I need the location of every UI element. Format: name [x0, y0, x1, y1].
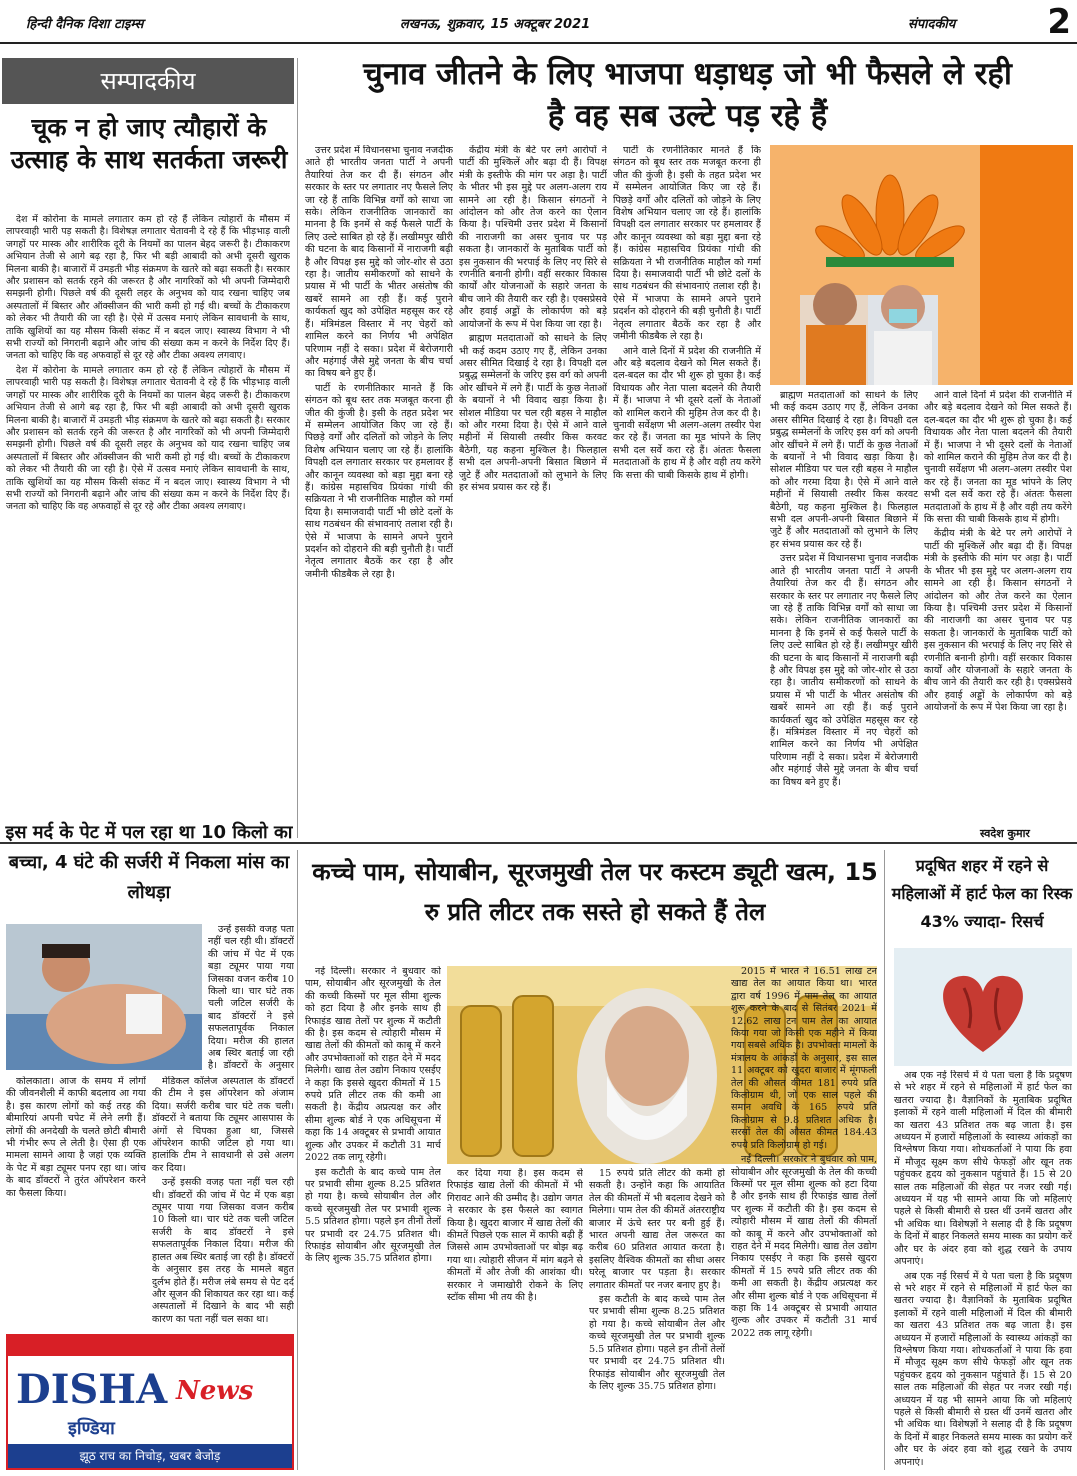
heart-body-text-cont: अब एक नई रिसर्च में ये पता चला है कि प्रदूषण से भरे शहर में रहने से महिलाओं में हार्ट फेल का खतरा ज्यादा है। वैज्ञानिकों के मुताबिक प्रदूषित इलाकों में रहने वाली महिलाओं में दिल की बीमारी का खतरा 43 प्रतिशत तक बढ़ जाता है। इस अध्ययन में हजारों महिलाओं के स्वास्थ्य आंकड़ों का विश्लेषण किया गया। शोधकर्ताओं ने पाया कि हवा में मौजूद सूक्ष्म कण सीधे फेफड़ों और खून तक पहुंचकर हृदय को नुकसान पहुंचाते हैं। 15 से 20 साल तक महिलाओं की सेहत पर नजर रखी गई। अध्ययन में यह भी सामने आया कि जो महिलाएं पहले से किसी बीमारी से ग्रस्त थीं उनमें खतरा और भी अधिक था। विशेषज्ञों ने सलाह दी है कि प्रदूषण के दिनों में बाहर निकलते समय मास्क का प्रयोग करें और घर के अंदर हवा को शुद्ध रखने के उपाय अपनाएं।: [894, 1270, 1072, 1468]
oil-col1: [305, 966, 441, 1470]
oil-col1-text-cont: इस कटौती के बाद कच्चे पाम तेल पर प्रभावी सीमा शुल्क 8.25 प्रतिशत हो गया है। कच्चे सोयाबीन तेल और कच्चे सूरजमुखी तेल पर प्रभावी शुल्क 5.5 प्रतिशत होगा। पहले इन तीनों तेलों पर प्रभावी दर 24.75 प्रतिशत थी। रिफाइंड सोयाबीन और सूरजमुखी तेल के लिए शुल्क 35.75 प्रतिशत होगा।: [305, 1166, 441, 1265]
lead-col3-text-cont: आने वाले दिनों में प्रदेश की राजनीति में और बड़े बदलाव देखने को मिल सकते हैं। दल-बदल का दौर भी शुरू हो चुका है। कई विधायक और नेता पाला बदलने की तैयारी में हैं। भाजपा ने भी दूसरे दलों के नेताओं को शामिल कराने की मुहिम तेज कर दी है। चुनावी सर्वेक्षण भी अलग-अलग तस्वीर पेश कर रहे हैं। जनता का मूड भांपने के लिए सभी दल सर्वे करा रहे हैं। अंततः फैसला मतदाताओं के हाथ में है और वही तय करेंगे कि सत्ता की चाबी किसके हाथ में होगी।: [613, 345, 761, 481]
surgery-col1-text: कोलकाता। आज के समय में लोगों की जीवनशैली में काफी बदलाव आ गया है। इस कारण लोगों को कई तरह की बीमारियां अपनी चपेट में लेने लगी हैं। लोगों की अनदेखी के चलते छोटी बीमारी भी गंभीर रूप ले लेती है। ऐसा ही एक मामला सामने आया है जहां एक व्यक्ति के पेट में बड़ा ट्यूमर पनप रहा था। जांच के बाद डॉक्टरों ने तुरंत ऑपरेशन करने का फैसला किया।: [6, 1076, 146, 1199]
column-rule-right: [884, 850, 885, 1470]
lead-col5-text: आने वाले दिनों में प्रदेश की राजनीति में और बड़े बदलाव देखने को मिल सकते हैं। दल-बदल का दौर भी शुरू हो चुका है। कई विधायक और नेता पाला बदलने की तैयारी में हैं। भाजपा ने भी दूसरे दलों के नेताओं को शामिल कराने की मुहिम तेज कर दी है। चुनावी सर्वेक्षण भी अलग-अलग तस्वीर पेश कर रहे हैं। जनता का मूड भांपने के लिए सभी दल सर्वे करा रहे हैं। अंततः फैसला मतदाताओं के हाथ में है और वही तय करेंगे कि सत्ता की चाबी किसके हाथ में होगी।: [924, 390, 1072, 526]
surgery-body-side: [208, 924, 294, 1072]
lead-column-5: [924, 390, 1072, 828]
lead-byline: स्वदेश कुमार: [980, 827, 1030, 840]
paper-name: हिन्दी दैनिक दिशा टाइम्स: [26, 17, 144, 32]
oil-col2-text: कर दिया गया है। इस कदम से रिफाइंड खाद्य तेलों की कीमतों में भी गिरावट आने की उम्मीद है। उद्योग जगत ने सरकार के इस फैसले का स्वागत किया है। खुदरा बाजार में खाद्य तेलों की कीमतें पिछले एक साल में काफी बढ़ी हैं जिससे आम उपभोक्ताओं पर बोझ बढ़ गया था। त्योहारी सीजन में मांग बढ़ने से कीमतों में और तेजी की आशंका थी। सरकार ने जमाखोरी रोकने के लिए स्टॉक सीमा भी तय की है।: [447, 1168, 583, 1304]
surgery-col2-text-cont: उन्हें इसकी वजह पता नहीं चल रही थी। डॉक्टरों की जांच में पेट में एक बड़ा ट्यूमर पाया गया जिसका वजन करीब 10 किलो था। चार घंटे तक चली जटिल सर्जरी के बाद डॉक्टरों ने इसे सफलतापूर्वक निकाल दिया। मरीज की हालत अब स्थिर बताई जा रही है। डॉक्टरों के अनुसार इस तरह के मामले बहुत दुर्लभ होते हैं। मरीज लंबे समय से पेट दर्द और सूजन की शिकायत कर रहा था। कई अस्पतालों में दिखाने के बाद भी सही कारण का पता नहीं चल सका था।: [152, 1177, 294, 1325]
oil-headline: कच्चे पाम, सोयाबीन, सूरजमुखी तेल पर कस्टम ड्यूटी खत्म, 15 रु प्रति लीटर तक सस्ते हो सकते हैं तेल: [312, 858, 878, 926]
oil-col4-text: 2015 में भारत ने 16.51 लाख टन खाद्य तेल का आयात किया था। भारत द्वारा वर्ष 1996 में पाम तेल का आयात शुरू करने के बाद से सितंबर 2021 में 12.62 लाख टन पाम तेल का आयात किया गया जो किसी एक महीने में किया गया सबसे अधिक है। उपभोक्ता मामलों के मंत्रालय के आंकड़ों के अनुसार, इस साल 11 अक्टूबर को खुदरा बाजार में मूंगफली तेल की औसत कीमत 181 रुपये प्रति किलोग्राम थी, जो एक साल पहले की समान अवधि के 165 रुपये प्रति किलोग्राम से 9.8 प्रतिशत अधिक है। सरसों तेल की औसत कीमत 184.43 रुपये प्रति किलोग्राम हो गई।: [731, 966, 877, 1151]
section-label: संपादकीय: [908, 17, 956, 32]
dateline: लखनऊ, शुक्रवार, 15 अक्टूबर 2021: [400, 17, 591, 32]
lead-headline-line2: है वह सब उल्टे पड़ रहे हैं: [547, 98, 828, 134]
surgery-col2-text: मेडिकल कॉलेज अस्पताल के डॉक्टरों की टीम ने इस ऑपरेशन को अंजाम दिया। सर्जरी करीब चार घंटे तक चली। डॉक्टरों ने बताया कि ट्यूमर आसपास के अंगों से चिपका हुआ था, जिससे ऑपरेशन काफी जटिल हो गया था। हालांकि टीम ने सावधानी से उसे अलग कर दिया।: [152, 1076, 294, 1174]
editorial-body: [6, 214, 290, 820]
oil-col3-text: 15 रुपये प्रति लीटर की कमी हो सकती है। उन्होंने कहा कि आयातित तेल की कीमतों में भी बदलाव देखने को मिलेगा। पाम तेल की कीमतें अंतरराष्ट्रीय बाजार में ऊंचे स्तर पर बनी हुई हैं। भारत अपनी खाद्य तेल जरूरत का करीब 60 प्रतिशत आयात करता है। इसलिए वैश्विक कीमतों का सीधा असर घरेलू बाजार पर पड़ता है। सरकार लगातार कीमतों पर नजर बनाए हुए है।: [589, 1168, 725, 1291]
lead-column-1: [305, 145, 453, 835]
column-rule-bottom: [297, 850, 298, 1470]
surgery-col2: [152, 1076, 294, 1326]
lead-col1-text: उत्तर प्रदेश में विधानसभा चुनाव नजदीक आते ही भारतीय जनता पार्टी ने अपनी तैयारियां तेज कर दी हैं। संगठन और सरकार के स्तर पर लगातार नए फैसले लिए जा रहे हैं ताकि विभिन्न वर्गों को साधा जा सके। लेकिन राजनीतिक जानकारों का मानना है कि इनमें से कई फैसले पार्टी के लिए उल्टे साबित हो रहे हैं। लखीमपुर खीरी की घटना के बाद किसानों में नाराजगी बढ़ी है और विपक्ष इस मुद्दे को जोर-शोर से उठा रहा है। जातीय समीकरणों को साधने के प्रयास में भी पार्टी के भीतर असंतोष की खबरें सामने आ रही हैं। कई पुराने कार्यकर्ता खुद को उपेक्षित महसूस कर रहे हैं। मंत्रिमंडल विस्तार में नए चेहरों को शामिल करने का निर्णय भी अपेक्षित परिणाम नहीं दे सका। प्रदेश में बेरोजगारी और महंगाई जैसे मुद्दे जनता के बीच चर्चा का विषय बने हुए हैं।: [305, 145, 453, 380]
ad-brand-suffix: News: [176, 1376, 254, 1406]
column-rule: [297, 58, 298, 838]
oil-col4: [731, 966, 877, 1470]
disha-news-ad[interactable]: [6, 1334, 294, 1470]
heart-icon: [894, 948, 1072, 1066]
lead-column-2: [459, 145, 607, 835]
lead-col1-text-cont: पार्टी के रणनीतिकार मानते हैं कि संगठन को बूथ स्तर तक मजबूत करना ही जीत की कुंजी है। इसी के तहत प्रदेश भर में सम्मेलन आयोजित किए जा रहे हैं। पिछड़े वर्गों और दलितों को जोड़ने के लिए विशेष अभियान चलाए जा रहे हैं। हालांकि विपक्षी दल लगातार सरकार पर हमलावर हैं और कानून व्यवस्था को बड़ा मुद्दा बना रहे हैं। कांग्रेस महासचिव प्रियंका गांधी की सक्रियता ने भी राजनीतिक माहौल को गर्मा दिया है। समाजवादी पार्टी भी छोटे दलों के साथ गठबंधन की संभावनाएं तलाश रही है। ऐसे में भाजपा के सामने अपने पुराने प्रदर्शन को दोहराने की बड़ी चुनौती है। पार्टी नेतृत्व लगातार बैठकें कर रहा है और जमीनी फीडबैक ले रहा है।: [305, 382, 453, 580]
oil-col2: [447, 1168, 583, 1470]
editorial-paragraph-repeat: देश में कोरोना के मामले लगातार कम हो रहे हैं लेकिन त्योहारों के मौसम में लापरवाही भारी पड़ सकती है। विशेषज्ञ लगातार चेतावनी दे रहे हैं कि भीड़भाड़ वाली जगहों पर मास्क और शारीरिक दूरी के नियमों का पालन बेहद जरूरी है। टीकाकरण अभियान तेजी से आगे बढ़ रहा है, फिर भी बड़ी आबादी को अभी दूसरी खुराक मिलना बाकी है। बाजारों में उमड़ती भीड़ संक्रमण के खतरे को बढ़ा सकती है। सरकार और प्रशासन को सतर्क रहने की जरूरत है और नागरिकों को भी अपनी जिम्मेदारी समझनी होगी। पिछले वर्ष की दूसरी लहर के अनुभव को याद रखना चाहिए जब अस्पतालों में बिस्तर और ऑक्सीजन की भारी कमी हो गई थी। बच्चों के टीकाकरण को लेकर भी तैयारी की जा रही है। ऐसे में उत्सव मनाएं लेकिन सावधानी के साथ, ताकि खुशियों का यह मौसम किसी संकट में न बदल जाए। स्वास्थ्य विभाग ने भी सभी राज्यों को निगरानी बढ़ाने और जांच की संख्या कम न करने के निर्देश दिए हैं। जनता को चाहिए कि वह अफवाहों से दूर रहे और टीका अवश्य लगवाए।: [6, 364, 290, 513]
surgery-headline: इस मर्द के पेट में पल रहा था 10 किलो का बच्चा, 4 घंटे की सर्जरी में निकला मांस का लोथड़ा: [5, 822, 293, 903]
section-badge: सम्पादकीय: [2, 58, 294, 104]
patient-image: [6, 924, 202, 1070]
lead-photo: [770, 145, 1073, 385]
ad-tagline: झूठ राच का निचोड़, खबर बेजोड़: [8, 1444, 292, 1468]
oil-col3: [589, 1168, 725, 1470]
surgery-side-text: उन्हें इसकी वजह पता नहीं चल रही थी। डॉक्टरों की जांच में पेट में एक बड़ा ट्यूमर पाया गया जिसका वजन करीब 10 किलो था। चार घंटे तक चली जटिल सर्जरी के बाद डॉक्टरों ने इसे सफलतापूर्वक निकाल दिया। मरीज की हालत अब स्थिर बताई जा रही है। डॉक्टरों के अनुसार: [208, 924, 294, 1072]
lead-headline-line1: चुनाव जीतने के लिए भाजपा धड़ाधड़ जो भी फैसले ले रही: [363, 56, 1012, 92]
lead-col5-text-cont: केंद्रीय मंत्री के बेटे पर लगे आरोपों ने पार्टी की मुश्किलें और बढ़ा दी हैं। विपक्ष मंत्री के इस्तीफे की मांग पर अड़ा है। पार्टी के भीतर भी इस मुद्दे पर अलग-अलग राय सामने आ रही है। किसान संगठनों ने आंदोलन को और तेज करने का ऐलान किया है। पश्चिमी उत्तर प्रदेश में किसानों की नाराजगी का असर चुनाव पर पड़ सकता है। जानकारों के मुताबिक पार्टी को इस नुकसान की भरपाई के लिए नए सिरे से रणनीति बनानी होगी। वहीं सरकार विकास कार्यों और योजनाओं के सहारे जनता के बीच जाने की तैयारी कर रही है। एक्सप्रेसवे और हवाई अड्डों के लोकार्पण को बड़े आयोजनों के रूप में पेश किया जा रहा है।: [924, 528, 1072, 714]
page-number: 2: [1047, 2, 1071, 42]
surgery-col1: [6, 1076, 146, 1326]
heart-photo: [894, 948, 1072, 1066]
heart-body: [894, 1070, 1072, 1470]
masthead: [0, 0, 1077, 44]
lead-column-3: [613, 145, 761, 835]
oil-col1-text: नई दिल्ली। सरकार ने बुधवार को पाम, सोयाबीन और सूरजमुखी के तेल की कच्ची किस्मों पर मूल सीमा शुल्क को हटा दिया है और इनके साथ ही रिफाइंड खाद्य तेलों पर शुल्क में कटौती की है। इस कदम से त्योहारी मौसम में खाद्य तेलों की कीमतों को काबू में करने और उपभोक्ताओं को राहत देने में मदद मिलेगी। खाद्य तेल उद्योग निकाय एसईए ने कहा कि इससे खुदरा कीमतों में 15 रुपये प्रति लीटर तक की कमी आ सकती है। केंद्रीय अप्रत्यक्ष कर और सीमा शुल्क बोर्ड ने एक अधिसूचना में कहा कि 14 अक्टूबर से प्रभावी आयात शुल्क और उपकर में कटौती 31 मार्च 2022 तक लागू रहेगी।: [305, 966, 441, 1164]
lead-col4-text: ब्राह्मण मतदाताओं को साधने के लिए भी कई कदम उठाए गए हैं, लेकिन उनका असर सीमित दिखाई दे रहा है। विपक्षी दल प्रबुद्ध सम्मेलनों के जरिए इस वर्ग को अपनी ओर खींचने में लगे हैं। पार्टी के कुछ नेताओं के बयानों ने भी विवाद खड़ा किया है। सोशल मीडिया पर चल रही बहस ने माहौल को और गरमा दिया है। ऐसे में आने वाले महीनों में सियासी तस्वीर किस करवट बैठेगी, यह कहना मुश्किल है। फिलहाल सभी दल अपनी-अपनी बिसात बिछाने में जुटे हैं और मतदाताओं को लुभाने के लिए हर संभव प्रयास कर रहे हैं।: [770, 390, 918, 550]
oil-col3-text-cont: इस कटौती के बाद कच्चे पाम तेल पर प्रभावी सीमा शुल्क 8.25 प्रतिशत हो गया है। कच्चे सोयाबीन तेल और कच्चे सूरजमुखी तेल पर प्रभावी शुल्क 5.5 प्रतिशत होगा। पहले इन तीनों तेलों पर प्रभावी दर 24.75 प्रतिशत थी। रिफाइंड सोयाबीन और सूरजमुखी तेल के लिए शुल्क 35.75 प्रतिशत होगा।: [589, 1294, 725, 1392]
oil-col4-text-cont: नई दिल्ली। सरकार ने बुधवार को पाम, सोयाबीन और सूरजमुखी के तेल की कच्ची किस्मों पर मूल सीमा शुल्क को हटा दिया है और इनके साथ ही रिफाइंड खाद्य तेलों पर शुल्क में कटौती की है। इस कदम से त्योहारी मौसम में खाद्य तेलों की कीमतों को काबू में करने और उपभोक्ताओं को राहत देने में मदद मिलेगी। खाद्य तेल उद्योग निकाय एसईए ने कहा कि इससे खुदरा कीमतों में 15 रुपये प्रति लीटर तक की कमी आ सकती है। केंद्रीय अप्रत्यक्ष कर और सीमा शुल्क बोर्ड ने एक अधिसूचना में कहा कि 14 अक्टूबर से प्रभावी आयात शुल्क और उपकर में कटौती 31 मार्च 2022 तक लागू रहेगी।: [731, 1154, 877, 1339]
ad-top-bar: [8, 1336, 292, 1356]
heart-body-text: अब एक नई रिसर्च में ये पता चला है कि प्रदूषण से भरे शहर में रहने से महिलाओं में हार्ट फेल का खतरा ज्यादा है। वैज्ञानिकों के मुताबिक प्रदूषित इलाकों में रहने वाली महिलाओं में दिल की बीमारी का खतरा 43 प्रतिशत तक बढ़ जाता है। इस अध्ययन में हजारों महिलाओं के स्वास्थ्य आंकड़ों का विश्लेषण किया गया। शोधकर्ताओं ने पाया कि हवा में मौजूद सूक्ष्म कण सीधे फेफड़ों और खून तक पहुंचकर हृदय को नुकसान पहुंचाते हैं। 15 से 20 साल तक महिलाओं की सेहत पर नजर रखी गई। अध्ययन में यह भी सामने आया कि जो महिलाएं पहले से किसी बीमारी से ग्रस्त थीं उनमें खतरा और भी अधिक था। विशेषज्ञों ने सलाह दी है कि प्रदूषण के दिनों में बाहर निकलते समय मास्क का प्रयोग करें और घर के अंदर हवा को शुद्ध रखने के उपाय अपनाएं।: [894, 1070, 1072, 1268]
lead-col4-text-cont: उत्तर प्रदेश में विधानसभा चुनाव नजदीक आते ही भारतीय जनता पार्टी ने अपनी तैयारियां तेज कर दी हैं। संगठन और सरकार के स्तर पर लगातार नए फैसले लिए जा रहे हैं ताकि विभिन्न वर्गों को साधा जा सके। लेकिन राजनीतिक जानकारों का मानना है कि इनमें से कई फैसले पार्टी के लिए उल्टे साबित हो रहे हैं। लखीमपुर खीरी की घटना के बाद किसानों में नाराजगी बढ़ी है और विपक्ष इस मुद्दे को जोर-शोर से उठा रहा है। जातीय समीकरणों को साधने के प्रयास में भी पार्टी के भीतर असंतोष की खबरें सामने आ रही हैं। कई पुराने कार्यकर्ता खुद को उपेक्षित महसूस कर रहे हैं। मंत्रिमंडल विस्तार में नए चेहरों को शामिल करने का निर्णय भी अपेक्षित परिणाम नहीं दे सका। प्रदेश में बेरोजगारी और महंगाई जैसे मुद्दे जनता के बीच चर्चा का विषय बने हुए हैं।: [770, 553, 918, 788]
lead-column-4: [770, 390, 918, 840]
ad-brand: DISHA: [16, 1366, 168, 1413]
heart-headline: प्रदूषित शहर में रहने से महिलाओं में हार्ट फेल का रिस्क 43% ज्यादा- रिसर्च: [891, 856, 1073, 931]
lead-col3-text: पार्टी के रणनीतिकार मानते हैं कि संगठन को बूथ स्तर तक मजबूत करना ही जीत की कुंजी है। इसी के तहत प्रदेश भर में सम्मेलन आयोजित किए जा रहे हैं। पिछड़े वर्गों और दलितों को जोड़ने के लिए विशेष अभियान चलाए जा रहे हैं। हालांकि विपक्षी दल लगातार सरकार पर हमलावर हैं और कानून व्यवस्था को बड़ा मुद्दा बना रहे हैं। कांग्रेस महासचिव प्रियंका गांधी की सक्रियता ने भी राजनीतिक माहौल को गर्मा दिया है। समाजवादी पार्टी भी छोटे दलों के साथ गठबंधन की संभावनाएं तलाश रही है। ऐसे में भाजपा के सामने अपने पुराने प्रदर्शन को दोहराने की बड़ी चुनौती है। पार्टी नेतृत्व लगातार बैठकें कर रहा है और जमीनी फीडबैक ले रहा है।: [613, 145, 761, 343]
surgery-photo: [6, 924, 202, 1070]
lead-col2-text-cont: ब्राह्मण मतदाताओं को साधने के लिए भी कई कदम उठाए गए हैं, लेकिन उनका असर सीमित दिखाई दे रहा है। विपक्षी दल प्रबुद्ध सम्मेलनों के जरिए इस वर्ग को अपनी ओर खींचने में लगे हैं। पार्टी के कुछ नेताओं के बयानों ने भी विवाद खड़ा किया है। सोशल मीडिया पर चल रही बहस ने माहौल को और गरमा दिया है। ऐसे में आने वाले महीनों में सियासी तस्वीर किस करवट बैठेगी, यह कहना मुश्किल है। फिलहाल सभी दल अपनी-अपनी बिसात बिछाने में जुटे हैं और मतदाताओं को लुभाने के लिए हर संभव प्रयास कर रहे हैं।: [459, 333, 607, 493]
lead-col2-text: केंद्रीय मंत्री के बेटे पर लगे आरोपों ने पार्टी की मुश्किलें और बढ़ा दी हैं। विपक्ष मंत्री के इस्तीफे की मांग पर अड़ा है। पार्टी के भीतर भी इस मुद्दे पर अलग-अलग राय सामने आ रही है। किसान संगठनों ने आंदोलन को और तेज करने का ऐलान किया है। पश्चिमी उत्तर प्रदेश में किसानों की नाराजगी का असर चुनाव पर पड़ सकता है। जानकारों के मुताबिक पार्टी को इस नुकसान की भरपाई के लिए नए सिरे से रणनीति बनानी होगी। वहीं सरकार विकास कार्यों और योजनाओं के सहारे जनता के बीच जाने की तैयारी कर रही है। एक्सप्रेसवे और हवाई अड्डों के लोकार्पण को बड़े आयोजनों के रूप में पेश किया जा रहा है।: [459, 145, 607, 330]
bjp-lotus-icon: [770, 145, 1073, 385]
ad-sub: इण्डिया: [68, 1418, 115, 1439]
editorial-paragraph: देश में कोरोना के मामले लगातार कम हो रहे हैं लेकिन त्योहारों के मौसम में लापरवाही भारी पड़ सकती है। विशेषज्ञ लगातार चेतावनी दे रहे हैं कि भीड़भाड़ वाली जगहों पर मास्क और शारीरिक दूरी के नियमों का पालन बेहद जरूरी है। टीकाकरण अभियान तेजी से आगे बढ़ रहा है, फिर भी बड़ी आबादी को अभी दूसरी खुराक मिलना बाकी है। बाजारों में उमड़ती भीड़ संक्रमण के खतरे को बढ़ा सकती है। सरकार और प्रशासन को सतर्क रहने की जरूरत है और नागरिकों को भी अपनी जिम्मेदारी समझनी होगी। पिछले वर्ष की दूसरी लहर के अनुभव को याद रखना चाहिए जब अस्पतालों में बिस्तर और ऑक्सीजन की भारी कमी हो गई थी। बच्चों के टीकाकरण को लेकर भी तैयारी की जा रही है। ऐसे में उत्सव मनाएं लेकिन सावधानी के साथ, ताकि खुशियों का यह मौसम किसी संकट में न बदल जाए। स्वास्थ्य विभाग ने भी सभी राज्यों को निगरानी बढ़ाने और जांच की संख्या कम न करने के निर्देश दिए हैं। जनता को चाहिए कि वह अफवाहों से दूर रहे और टीका अवश्य लगवाए।: [6, 214, 290, 362]
editorial-headline: चूक न हो जाए त्यौहारों के उत्साह के साथ सतर्कता जरूरी: [10, 113, 288, 174]
